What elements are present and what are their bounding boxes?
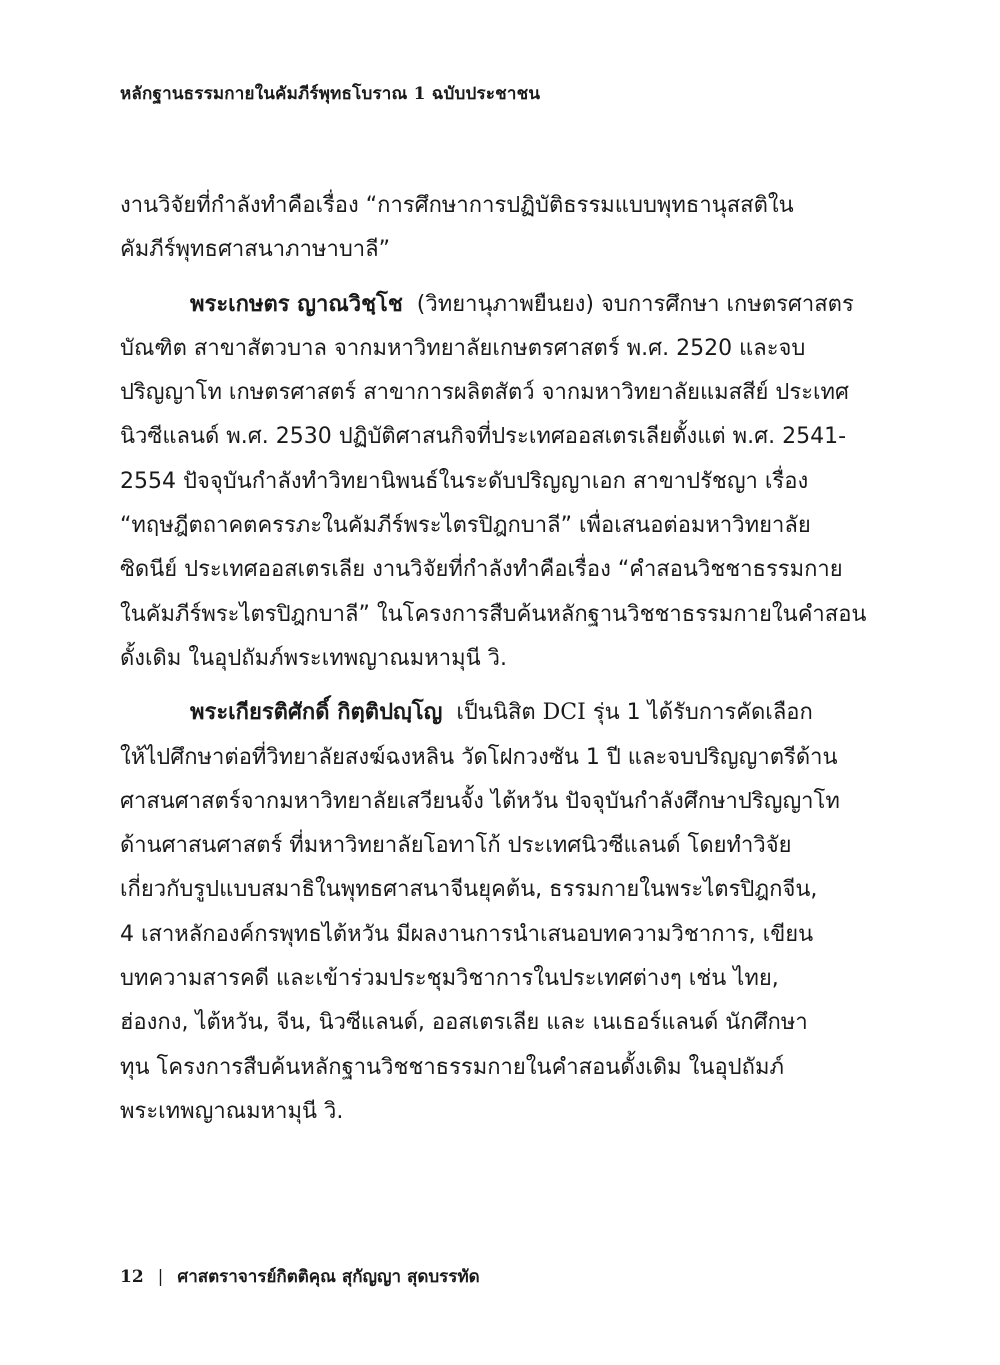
text-line: 2554 ปัจจุบันกำลังทำวิทยานิพนธ์ในระดับปริญญาเอก สาขาปรัชญา เรื่อง: [120, 468, 809, 494]
text-line: บัณฑิต สาขาสัตวบาล จากมหาวิทยาลัยเกษตรศาสตร์ พ.ศ. 2520 และจบ: [120, 335, 806, 361]
text-line: [120, 283, 854, 327]
main-text: [120, 184, 867, 1134]
paragraph-1: [120, 184, 850, 273]
paragraph-3: [120, 691, 850, 1134]
text-line: ปริญญาโท เกษตรศาสตร์ สาขาการผลิตสัตว์ จากมหาวิทยาลัยแมสสีย์ ประเทศ: [120, 380, 850, 406]
text-fragment: รุ่น 1 ได้รับการคัดเลือก: [592, 700, 813, 726]
person-name-kasettra: พระเกษตร ญาณวิชฺโช: [190, 291, 403, 317]
page-footer: [120, 1263, 480, 1290]
text-line: ให้ไปศึกษาต่อที่วิทยาลัยสงฆ์ฉงหลิน วัดโฝกวงซัน 1 ปี และจบปริญญาตรีด้าน: [120, 744, 838, 770]
text-line: นิวซีแลนด์ พ.ศ. 2530 ปฏิบัติศาสนกิจที่ประเทศออสเตรเลียตั้งแต่ พ.ศ. 2541-: [120, 424, 847, 450]
text-line: ศาสนศาสตร์จากมหาวิทยาลัยเสวียนจั้ง ไต้หวัน ปัจจุบันกำลังศึกษาปริญญาโท: [120, 788, 840, 814]
paragraph-2: [120, 283, 867, 682]
person-name-kiattisak: พระเกียรติศักดิ์ กิตฺติปญฺโญ: [190, 700, 443, 726]
text-line: ดั้งเดิม ในอุปถัมภ์พระเทพญาณมหามุนี วิ.: [120, 645, 508, 671]
text-line: [120, 691, 850, 735]
text-line: 4 เสาหลักองค์กรพุทธไต้หวัน มีผลงานการนำเสนอบทความวิชาการ, เขียน: [120, 921, 814, 947]
text-line: ฮ่องกง, ไต้หวัน, จีน, นิวซีแลนด์, ออสเตรเลีย และ เนเธอร์แลนด์ นักศึกษา: [120, 1010, 808, 1036]
text-line: คัมภีร์พุทธศาสนาภาษาบาลี”: [120, 237, 391, 263]
page-number: 12: [120, 1267, 144, 1287]
footer-separator: |: [157, 1267, 164, 1287]
running-header-title: หลักฐานธรรมกายในคัมภีร์พุทธโบราณ 1 ฉบับประชาชน: [120, 84, 541, 104]
text-line: งานวิจัยที่กำลังทำคือเรื่อง “การศึกษาการปฏิบัติธรรมแบบพุทธานุสสติใน: [120, 193, 794, 218]
footer-author: ศาสตราจารย์กิตติคุณ สุกัญญา สุดบรรทัด: [177, 1267, 480, 1287]
text-line: ซิดนีย์ ประเทศออสเตรเลีย งานวิจัยที่กำลังทำคือเรื่อง “คำสอนวิชชาธรรมกาย: [120, 557, 843, 583]
text-line: เกี่ยวกับรูปแบบสมาธิในพุทธศาสนาจีนยุคต้น, ธรรมกายในพระไตรปิฎกจีน,: [120, 877, 818, 903]
text-line: ด้านศาสนศาสตร์ ที่มหาวิทยาลัยโอทาโก้ ประเทศนิวซีแลนด์ โดยทำวิจัย: [120, 833, 792, 859]
text-line: ทุน โครงการสืบค้นหลักฐานวิชชาธรรมกายในคำสอนดั้งเดิม ในอุปถัมภ์: [120, 1054, 784, 1080]
text-fragment: เป็นนิสิต: [456, 700, 536, 726]
text-line: บทความสารคดี และเข้าร่วมประชุมวิชาการในประเทศต่างๆ เช่น ไทย,: [120, 966, 779, 992]
text-fragment: (วิทยานุภาพยืนยง) จบการศึกษา เกษตรศาสตร: [416, 291, 854, 317]
text-line: พระเทพญาณมหามุนี วิ.: [120, 1098, 344, 1124]
text-line: ในคัมภีร์พระไตรปิฎกบาลี” ในโครงการสืบค้นหลักฐานวิชชาธรรมกายในคำสอน: [120, 601, 867, 627]
dci-acronym: DCI: [542, 700, 586, 726]
text-line: “ทฤษฎีตถาคตครรภะในคัมภีร์พระไตรปิฎกบาลี” เพื่อเสนอต่อมหาวิทยาลัย: [120, 513, 811, 539]
